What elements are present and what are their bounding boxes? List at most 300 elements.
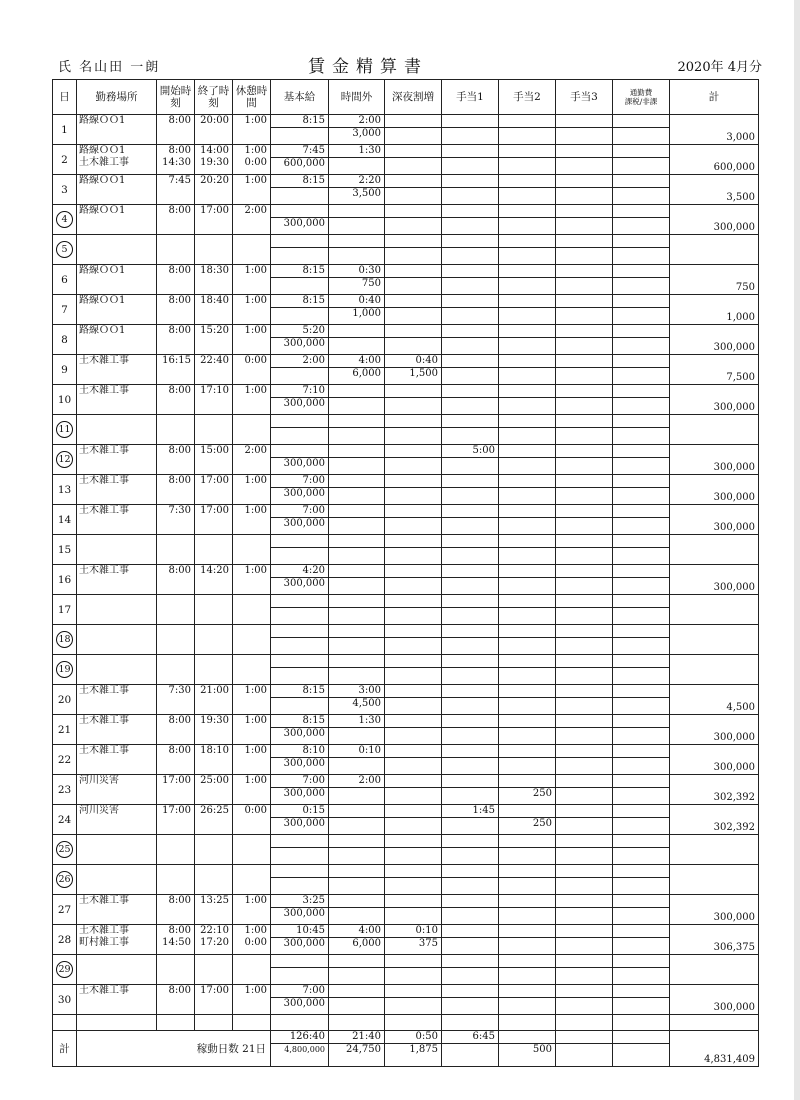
total-allowance-1-hours: 6:45	[472, 1031, 495, 1042]
base-pay-hours	[271, 535, 325, 547]
start-time-cell	[157, 235, 195, 265]
start-time: 7:30	[168, 685, 191, 696]
day-cell	[53, 445, 77, 475]
allowance-3-hours	[556, 445, 609, 457]
commute-amount	[613, 877, 670, 890]
allowance-3-hours	[556, 775, 609, 787]
commute-amount	[613, 457, 670, 470]
commute-amount	[613, 187, 670, 200]
allowance-2-amount	[499, 727, 556, 740]
base-pay-cell	[271, 415, 329, 445]
base-pay-cell	[271, 655, 329, 685]
start-time-cell	[157, 775, 195, 805]
day-cell	[53, 325, 77, 355]
break-time-cell	[233, 925, 271, 955]
end-time-cell	[195, 595, 233, 625]
commute-cell	[613, 895, 670, 925]
commute-hours	[613, 865, 666, 877]
allowance-1-amount	[442, 847, 499, 860]
commute-hours	[613, 475, 666, 487]
break-time: 1:00	[244, 385, 267, 396]
allowance-3-amount	[556, 787, 613, 800]
allowance-3-amount	[556, 757, 613, 770]
allowance-3-amount	[556, 577, 613, 590]
row-total: 300,000	[670, 895, 759, 925]
allowance-2-amount	[499, 517, 556, 530]
end-time: 15:20	[200, 325, 229, 336]
start-time: 8:00	[168, 985, 191, 996]
commute-cell	[613, 145, 670, 175]
night-premium-hours	[385, 295, 438, 307]
commute-amount	[613, 397, 670, 410]
work-place: 路線ＯＯ1	[79, 115, 126, 126]
end-time: 22:40	[200, 355, 229, 366]
overtime-amount: 1,000	[329, 307, 385, 320]
allowance-1-cell	[442, 805, 499, 835]
start-time: 8:00	[168, 205, 191, 216]
night-premium-amount	[385, 487, 442, 500]
end-time: 17:00	[200, 985, 229, 996]
break-time: 1:00	[244, 145, 267, 156]
commute-cell	[613, 745, 670, 775]
start-time-cell	[157, 175, 195, 205]
row-total: 300,000	[670, 715, 759, 745]
day-number: 23	[57, 783, 72, 796]
overtime-amount	[329, 217, 385, 230]
base-pay-cell	[271, 175, 329, 205]
overtime-amount: 3,000	[329, 127, 385, 140]
overtime-amount	[329, 757, 385, 770]
base-pay-amount: 300,000	[271, 457, 329, 470]
overtime-amount	[329, 847, 385, 860]
table-row	[53, 205, 759, 235]
allowance-1-amount	[442, 607, 499, 620]
allowance-3-hours	[556, 625, 609, 637]
table-row	[53, 835, 759, 865]
row-total: 306,375	[670, 925, 759, 955]
allowance-1-cell	[442, 415, 499, 445]
base-pay-amount: 300,000	[271, 817, 329, 830]
allowance-3-hours	[556, 835, 609, 847]
allowance-3-cell	[556, 565, 613, 595]
allowance-1-hours	[442, 715, 495, 727]
end-time: 25:00	[200, 775, 229, 786]
allowance-3-amount	[556, 487, 613, 500]
allowance-1-amount	[442, 997, 499, 1010]
night-premium-hours	[385, 325, 438, 337]
overtime-hours	[329, 565, 381, 577]
table-row	[53, 145, 759, 175]
overtime-cell	[329, 235, 385, 265]
work-place: 河川災害	[79, 775, 119, 786]
holiday-day-number: 12	[56, 451, 73, 468]
night-premium-cell	[385, 235, 442, 265]
allowance-1-hours	[442, 115, 495, 127]
end-time-cell	[195, 925, 233, 955]
commute-cell	[613, 385, 670, 415]
base-pay-hours	[271, 445, 325, 457]
allowance-1-hours	[442, 295, 495, 307]
base-pay-cell	[271, 265, 329, 295]
work-place-cell	[77, 685, 157, 715]
allowance-1-amount	[442, 667, 499, 680]
overtime-cell	[329, 805, 385, 835]
allowance-3-cell	[556, 295, 613, 325]
row-total: 302,392	[670, 805, 759, 835]
allowance-2-amount	[499, 427, 556, 440]
allowance-3-hours	[556, 715, 609, 727]
allowance-1-hours	[442, 565, 495, 577]
base-pay-amount	[271, 847, 329, 860]
day-number: 13	[57, 483, 72, 496]
allowance-3-cell	[556, 925, 613, 955]
night-premium-hours	[385, 625, 438, 637]
allowance-3-amount	[556, 607, 613, 620]
allowance-1-amount	[442, 157, 499, 170]
allowance-1-hours	[442, 925, 495, 937]
day-cell	[53, 175, 77, 205]
start-time: 17:00	[162, 775, 191, 786]
overtime-hours: 3:00	[358, 685, 381, 696]
allowance-2-hours	[499, 535, 552, 547]
commute-cell	[613, 505, 670, 535]
night-premium-cell	[385, 775, 442, 805]
base-pay-amount	[271, 607, 329, 620]
allowance-3-amount	[556, 967, 613, 980]
row-total: 302,392	[670, 775, 759, 805]
overtime-amount	[329, 547, 385, 560]
allowance-1-amount	[442, 907, 499, 920]
commute-hours	[613, 985, 666, 997]
break-time-cell	[233, 865, 271, 895]
break-time: 2:00	[244, 445, 267, 456]
night-premium-amount	[385, 997, 442, 1010]
end-time: 19:30	[200, 157, 229, 168]
day-number: 6	[61, 273, 68, 286]
blank-cell	[77, 1015, 157, 1031]
total-base-hours: 126:40	[289, 1031, 325, 1042]
work-place-cell	[77, 205, 157, 235]
holiday-day-number: 25	[56, 841, 73, 858]
allowance-1-hours	[442, 745, 495, 757]
commute-amount	[613, 337, 670, 350]
base-pay-amount	[271, 247, 329, 260]
day-number: 9	[61, 363, 68, 376]
overtime-amount	[329, 517, 385, 530]
break-time: 1:00	[244, 925, 267, 936]
allowance-1-amount	[442, 757, 499, 770]
commute-hours	[613, 415, 666, 427]
total-allowance-2-amount: 500	[499, 1043, 556, 1056]
day-number: 27	[57, 903, 72, 916]
start-time-cell	[157, 385, 195, 415]
end-time: 14:00	[200, 145, 229, 156]
allowance-3-hours	[556, 865, 609, 877]
overtime-hours	[329, 625, 381, 637]
allowance-3-hours	[556, 655, 609, 667]
overtime-amount	[329, 157, 385, 170]
commute-hours	[613, 235, 666, 247]
allowance-1-cell	[442, 745, 499, 775]
allowance-2-cell	[499, 385, 556, 415]
break-time-cell	[233, 475, 271, 505]
allowance-3-cell	[556, 805, 613, 835]
overtime-cell	[329, 715, 385, 745]
employee-name: 山田 一朗	[94, 60, 161, 75]
allowance-2-hours	[499, 955, 552, 967]
overtime-hours	[329, 895, 381, 907]
allowance-1-hours	[442, 865, 495, 877]
end-time: 17:00	[200, 475, 229, 486]
overtime-cell	[329, 745, 385, 775]
work-place: 路線ＯＯ1	[79, 145, 126, 156]
overtime-amount	[329, 997, 385, 1010]
allowance-3-hours	[556, 205, 609, 217]
start-time: 8:00	[168, 385, 191, 396]
allowance-2-amount	[499, 457, 556, 470]
commute-cell	[613, 445, 670, 475]
overtime-cell	[329, 295, 385, 325]
base-pay-hours	[271, 595, 325, 607]
table-row	[53, 355, 759, 385]
allowance-3-hours	[556, 415, 609, 427]
night-premium-amount	[385, 337, 442, 350]
overtime-hours	[329, 205, 381, 217]
base-pay-cell	[271, 145, 329, 175]
allowance-1-cell	[442, 625, 499, 655]
allowance-2-hours	[499, 685, 552, 697]
holiday-day-number: 26	[56, 871, 73, 888]
commute-hours	[613, 715, 666, 727]
allowance-3-cell	[556, 715, 613, 745]
work-place: 土木雑工事	[79, 385, 129, 396]
allowance-3-hours	[556, 565, 609, 577]
row-total	[670, 415, 759, 445]
break-time-cell	[233, 625, 271, 655]
col-break: 休憩時間	[233, 80, 271, 115]
work-place: 土木雑工事	[79, 715, 129, 726]
night-premium-hours	[385, 205, 438, 217]
day-number: 22	[57, 753, 72, 766]
overtime-cell	[329, 625, 385, 655]
base-pay-amount	[271, 427, 329, 440]
base-pay-amount: 300,000	[271, 337, 329, 350]
work-place: 土木雑工事	[79, 895, 129, 906]
night-premium-hours	[385, 145, 438, 157]
base-pay-cell	[271, 805, 329, 835]
base-pay-hours	[271, 865, 325, 877]
allowance-2-hours	[499, 505, 552, 517]
allowance-2-cell	[499, 475, 556, 505]
commute-cell	[613, 655, 670, 685]
allowance-2-cell	[499, 865, 556, 895]
allowance-2-hours	[499, 565, 552, 577]
work-place-cell	[77, 775, 157, 805]
commute-cell	[613, 955, 670, 985]
allowance-1-cell	[442, 145, 499, 175]
work-place-cell	[77, 745, 157, 775]
allowance-2-cell	[499, 295, 556, 325]
night-premium-hours	[385, 595, 438, 607]
overtime-amount	[329, 727, 385, 740]
work-place-cell	[77, 145, 157, 175]
work-place-cell	[77, 295, 157, 325]
break-time-cell	[233, 685, 271, 715]
name-label: 氏 名	[58, 60, 95, 75]
allowance-1-cell	[442, 355, 499, 385]
allowance-3-hours	[556, 115, 609, 127]
end-time-cell	[195, 565, 233, 595]
allowance-2-cell	[499, 625, 556, 655]
start-time: 8:00	[168, 145, 191, 156]
start-time-cell	[157, 805, 195, 835]
base-pay-amount	[271, 637, 329, 650]
end-time-cell	[195, 325, 233, 355]
row-total: 300,000	[670, 325, 759, 355]
base-pay-amount	[271, 187, 329, 200]
allowance-3-hours	[556, 745, 609, 757]
allowance-3-hours	[556, 955, 609, 967]
night-premium-cell	[385, 415, 442, 445]
base-pay-cell	[271, 595, 329, 625]
totals-row	[53, 1031, 759, 1067]
end-time: 21:00	[200, 685, 229, 696]
allowance-2-hours	[499, 295, 552, 307]
table-row	[53, 775, 759, 805]
day-cell	[53, 805, 77, 835]
allowance-3-amount	[556, 817, 613, 830]
commute-cell	[613, 355, 670, 385]
allowance-3-cell	[556, 685, 613, 715]
base-pay-amount: 300,000	[271, 727, 329, 740]
break-time-cell	[233, 205, 271, 235]
table-row	[53, 265, 759, 295]
end-time-cell	[195, 715, 233, 745]
table-row	[53, 685, 759, 715]
row-total: 4,500	[670, 685, 759, 715]
allowance-3-cell	[556, 745, 613, 775]
commute-cell	[613, 565, 670, 595]
allowance-3-hours	[556, 895, 609, 907]
overtime-hours: 4:00	[358, 355, 381, 366]
allowance-2-amount	[499, 907, 556, 920]
work-place-cell	[77, 655, 157, 685]
allowance-2-hours	[499, 235, 552, 247]
allowance-1-amount	[442, 397, 499, 410]
commute-amount	[613, 637, 670, 650]
start-time: 8:00	[168, 265, 191, 276]
commute-cell	[613, 205, 670, 235]
start-time-cell	[157, 205, 195, 235]
allowance-3-hours	[556, 355, 609, 367]
night-premium-amount	[385, 637, 442, 650]
table-row-blank	[53, 1015, 759, 1031]
day-cell	[53, 235, 77, 265]
working-days: 稼動日数 21日	[77, 1031, 271, 1067]
day-cell	[53, 385, 77, 415]
row-total: 300,000	[670, 205, 759, 235]
allowance-3-amount	[556, 217, 613, 230]
base-pay-cell	[271, 865, 329, 895]
total-allowance-3-amount	[556, 1043, 613, 1056]
night-premium-hours	[385, 685, 438, 697]
break-time: 0:00	[244, 805, 267, 816]
work-place-cell	[77, 565, 157, 595]
break-time: 1:00	[244, 295, 267, 306]
start-time-cell	[157, 925, 195, 955]
allowance-2-amount	[499, 757, 556, 770]
allowance-3-cell	[556, 595, 613, 625]
header-row	[53, 80, 759, 115]
night-premium-hours: 0:40	[415, 355, 438, 366]
row-total: 750	[670, 265, 759, 295]
allowance-3-amount	[556, 427, 613, 440]
allowance-3-hours	[556, 295, 609, 307]
base-pay-hours: 4:20	[302, 565, 325, 576]
overtime-cell	[329, 535, 385, 565]
end-time: 22:10	[200, 925, 229, 936]
allowance-2-cell	[499, 445, 556, 475]
overtime-cell	[329, 145, 385, 175]
allowance-3-amount	[556, 877, 613, 890]
day-number: 1	[61, 123, 68, 136]
night-premium-hours	[385, 445, 438, 457]
allowance-2-amount	[499, 967, 556, 980]
col-night: 深夜割増	[385, 80, 442, 115]
work-place-cell	[77, 535, 157, 565]
allowance-2-hours	[499, 175, 552, 187]
break-time-cell	[233, 775, 271, 805]
allowance-1-cell	[442, 325, 499, 355]
allowance-1-cell	[442, 235, 499, 265]
night-premium-amount: 1,500	[385, 367, 442, 380]
night-premium-cell	[385, 955, 442, 985]
table-row	[53, 505, 759, 535]
row-total: 3,000	[670, 115, 759, 145]
start-time-cell	[157, 355, 195, 385]
commute-cell	[613, 865, 670, 895]
allowance-3-hours	[556, 985, 609, 997]
allowance-2-hours	[499, 775, 552, 787]
commute-amount	[613, 427, 670, 440]
night-premium-hours	[385, 505, 438, 517]
holiday-day-number: 5	[56, 241, 73, 258]
base-pay-cell	[271, 205, 329, 235]
allowance-3-cell	[556, 205, 613, 235]
overtime-hours	[329, 985, 381, 997]
allowance-2-hours	[499, 145, 552, 157]
commute-cell	[613, 805, 670, 835]
break-time-cell	[233, 145, 271, 175]
overtime-cell	[329, 205, 385, 235]
night-premium-amount	[385, 877, 442, 890]
commute-hours	[613, 895, 666, 907]
start-time-cell	[157, 475, 195, 505]
allowance-1-cell	[442, 595, 499, 625]
allowance-1-cell	[442, 715, 499, 745]
night-premium-cell	[385, 805, 442, 835]
allowance-1-cell	[442, 895, 499, 925]
night-premium-cell	[385, 685, 442, 715]
allowance-3-hours	[556, 235, 609, 247]
base-pay-cell	[271, 625, 329, 655]
allowance-1-amount	[442, 217, 499, 230]
end-time-cell	[195, 505, 233, 535]
commute-amount	[613, 967, 670, 980]
work-place-cell	[77, 475, 157, 505]
overtime-amount: 6,000	[329, 937, 385, 950]
night-premium-cell	[385, 715, 442, 745]
